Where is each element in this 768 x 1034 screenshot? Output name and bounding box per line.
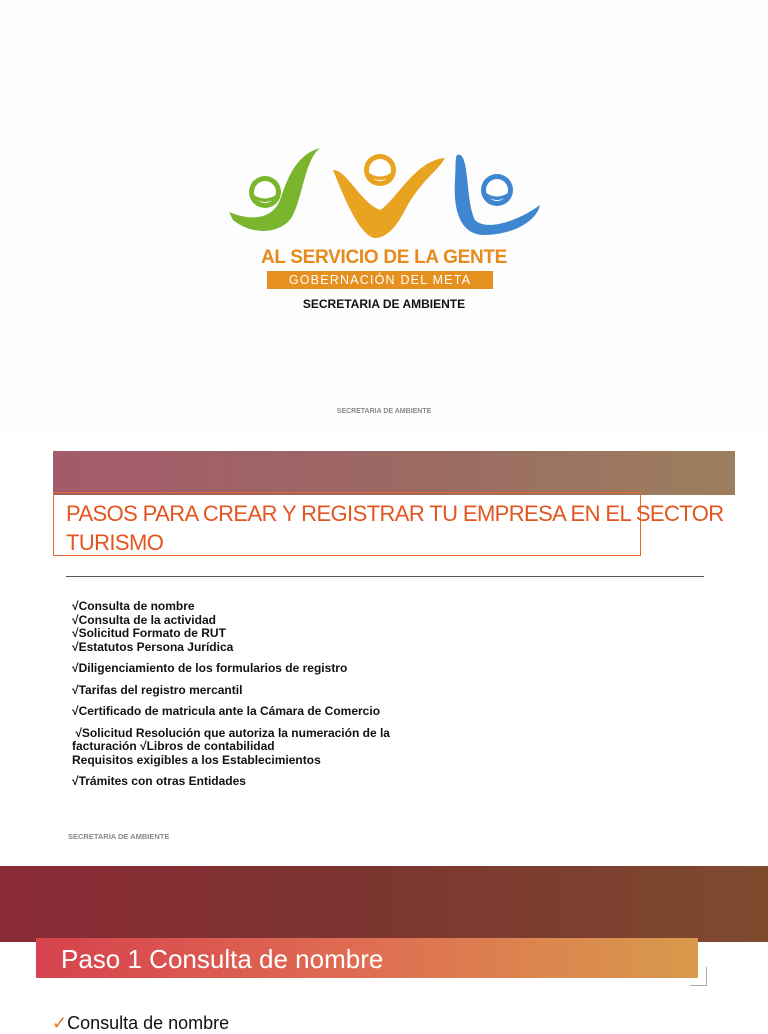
list-item: √Consulta de nombre bbox=[72, 599, 195, 613]
list-item: √Trámites con otras Entidades bbox=[72, 774, 246, 788]
list-item: Requisitos exigibles a los Establecimientos bbox=[72, 752, 321, 767]
list-item-label: Consulta de nombre bbox=[67, 1013, 230, 1033]
slide-footer: SECRETARIA DE AMBIENTE bbox=[336, 408, 432, 415]
gobernacion-logo bbox=[225, 140, 545, 245]
list-item: √Estatutos Persona Jurídica bbox=[72, 639, 234, 654]
cover-slide bbox=[0, 0, 768, 432]
list-item: √Solicitud Formato de RUT bbox=[72, 626, 226, 640]
list-item: facturación √Libros de contabilidad bbox=[72, 739, 275, 753]
logo-subtitle: SECRETARIA DE AMBIENTE bbox=[302, 297, 466, 311]
steps-list bbox=[72, 600, 492, 789]
slide-footer: SECRETARIA DE AMBIENTE bbox=[68, 832, 170, 841]
step1-slide bbox=[0, 866, 768, 1033]
list-item: √Certificado de matricula ante la Cámara de Comercio bbox=[72, 704, 381, 718]
slide-title: Paso 1 Consulta de nombre bbox=[61, 944, 384, 974]
logo-band: GOBERNACIÓN DEL META bbox=[267, 271, 493, 289]
logo-title: AL SERVICIO DE LA GENTE bbox=[260, 247, 508, 268]
list-item: √Consulta de la actividad bbox=[72, 612, 216, 627]
corner-mark bbox=[690, 967, 707, 986]
list-item: √Solicitud Resolución que autoriza la numeración de la bbox=[72, 725, 390, 740]
list-item: √Diligenciamiento de los formularios de registro bbox=[72, 661, 348, 675]
header-bar bbox=[53, 451, 735, 495]
list-item: √Tarifas del registro mercantil bbox=[72, 682, 243, 697]
divider bbox=[66, 576, 704, 577]
steps-slide bbox=[0, 432, 768, 866]
header-bar bbox=[0, 866, 768, 942]
slide-title: PASOS PARA CREAR Y REGISTRAR TU EMPRESA EN EL SECTOR TURISMO bbox=[66, 501, 724, 555]
check-icon: ✓ bbox=[52, 1013, 68, 1033]
